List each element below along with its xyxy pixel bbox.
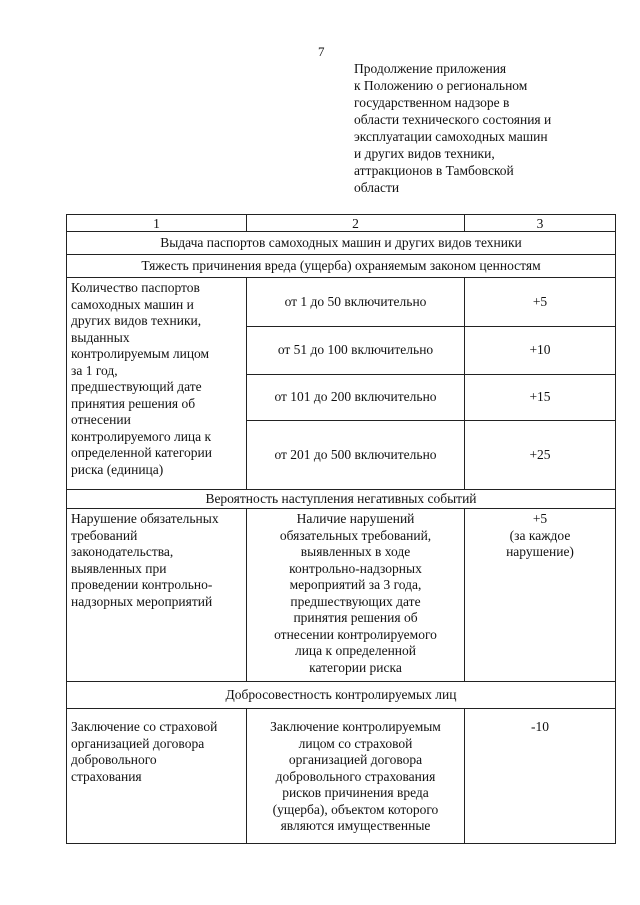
- criterion-line: добровольного: [71, 752, 157, 767]
- annex-note-line: Продолжение приложения: [354, 61, 507, 76]
- criterion-line: риска (единица): [71, 461, 164, 477]
- range-cell: от 1 до 50 включительно: [247, 278, 465, 327]
- criterion-line: надзорных мероприятий: [71, 593, 213, 609]
- condition-line: категории риска: [309, 659, 402, 675]
- range-cell: от 51 до 100 включительно: [247, 327, 465, 375]
- range-cell: от 101 до 200 включительно: [247, 375, 465, 421]
- condition-line: являются имущественные: [280, 818, 431, 833]
- condition-line: лицом со страховой: [298, 735, 413, 751]
- passport-range-row: [67, 278, 616, 327]
- section-row: [67, 682, 616, 709]
- criterion-line: выданных: [71, 329, 130, 345]
- insurance-criterion-cell: [67, 709, 247, 844]
- annex-note-line: государственном надзоре в: [354, 95, 510, 110]
- criterion-line: других видов техники,: [71, 313, 202, 328]
- condition-line: контрольно-надзорных: [289, 560, 422, 576]
- section-integrity-heading: Добросовестность контролируемых лиц: [67, 682, 616, 709]
- annex-note-line: к Положению о региональном: [354, 78, 528, 93]
- annex-note: [354, 60, 604, 196]
- criterion-line: проведении контрольно-: [71, 577, 213, 592]
- column-number: 1: [67, 215, 247, 232]
- condition-line: обязательных требований,: [279, 527, 432, 543]
- criterion-line: предшествующий дате: [71, 379, 202, 394]
- criterion-line: организацией договора: [71, 735, 205, 751]
- criterion-line: законодательства,: [71, 544, 174, 559]
- column-number: 2: [247, 215, 465, 232]
- condition-line: организацией договора: [288, 752, 423, 767]
- condition-line: отнесении контролируемого: [274, 626, 437, 642]
- criterion-line: Количество паспортов: [71, 280, 200, 295]
- points-cell: +15: [465, 375, 616, 421]
- criterion-line: требований: [71, 527, 138, 543]
- criterion-line: контролируемого лица к: [71, 428, 212, 444]
- insurance-condition-cell: [247, 709, 465, 844]
- section-row: [67, 490, 616, 509]
- range-cell: от 201 до 500 включительно: [247, 421, 465, 490]
- violation-criterion-cell: [67, 509, 247, 682]
- condition-line: принятия решения об: [293, 610, 418, 625]
- insurance-points-cell: -10: [465, 709, 616, 844]
- violation-row: [67, 509, 616, 682]
- violation-condition-cell: [247, 509, 465, 682]
- section-probability-heading: Вероятность наступления негативных событий: [67, 490, 616, 509]
- points-line: (за каждое: [509, 527, 571, 543]
- condition-line: мероприятий за 3 года,: [289, 577, 422, 592]
- points-cell: +5: [465, 278, 616, 327]
- criterion-line: выявленных при: [71, 560, 167, 576]
- points-line: нарушение): [506, 544, 574, 559]
- condition-line: (ущерба), объектом которого: [272, 801, 439, 817]
- annex-note-line: области технического состояния и: [354, 112, 552, 127]
- criterion-line: за 1 год,: [71, 362, 118, 378]
- points-cell: +10: [465, 327, 616, 375]
- violation-points-cell: [465, 509, 616, 682]
- section-severity-heading: Тяжесть причинения вреда (ущерба) охраняемым законом ценностям: [67, 255, 616, 278]
- page-number: 7: [318, 44, 325, 59]
- annex-note-line: аттракционов в Тамбовской: [354, 163, 514, 178]
- condition-line: лица к определенной: [294, 643, 417, 658]
- condition-line: предшествующих дате: [290, 593, 421, 609]
- passport-criterion-cell: [67, 278, 247, 490]
- condition-line: Заключение контролируемым: [270, 719, 441, 734]
- points-cell: +25: [465, 421, 616, 490]
- criterion-line: определенной категории: [71, 445, 212, 460]
- condition-line: рисков причинения вреда: [282, 785, 429, 800]
- condition-line: выявленных в ходе: [300, 544, 411, 559]
- column-number-row: [67, 215, 616, 232]
- section-issuance-heading: Выдача паспортов самоходных машин и других видов техники: [67, 232, 616, 255]
- condition-line: добровольного страхования: [275, 768, 436, 784]
- criterion-line: отнесении: [71, 412, 131, 427]
- section-row: [67, 255, 616, 278]
- condition-line: Наличие нарушений: [296, 511, 415, 526]
- criterion-line: самоходных машин и: [71, 296, 194, 312]
- criterion-line: Заключение со страховой: [71, 719, 218, 734]
- annex-note-line: области: [354, 180, 400, 195]
- column-number: 3: [465, 215, 616, 232]
- section-row: [67, 232, 616, 255]
- insurance-row: [67, 709, 616, 844]
- risk-criteria-table: [66, 214, 616, 844]
- points-line: +5: [532, 511, 548, 526]
- criterion-line: Нарушение обязательных: [71, 511, 219, 526]
- criterion-line: принятия решения об: [71, 395, 196, 411]
- criterion-line: страхования: [71, 768, 142, 784]
- annex-note-line: и других видов техники,: [354, 146, 495, 161]
- annex-note-line: эксплуатации самоходных машин: [354, 129, 548, 144]
- criterion-line: контролируемым лицом: [71, 346, 210, 361]
